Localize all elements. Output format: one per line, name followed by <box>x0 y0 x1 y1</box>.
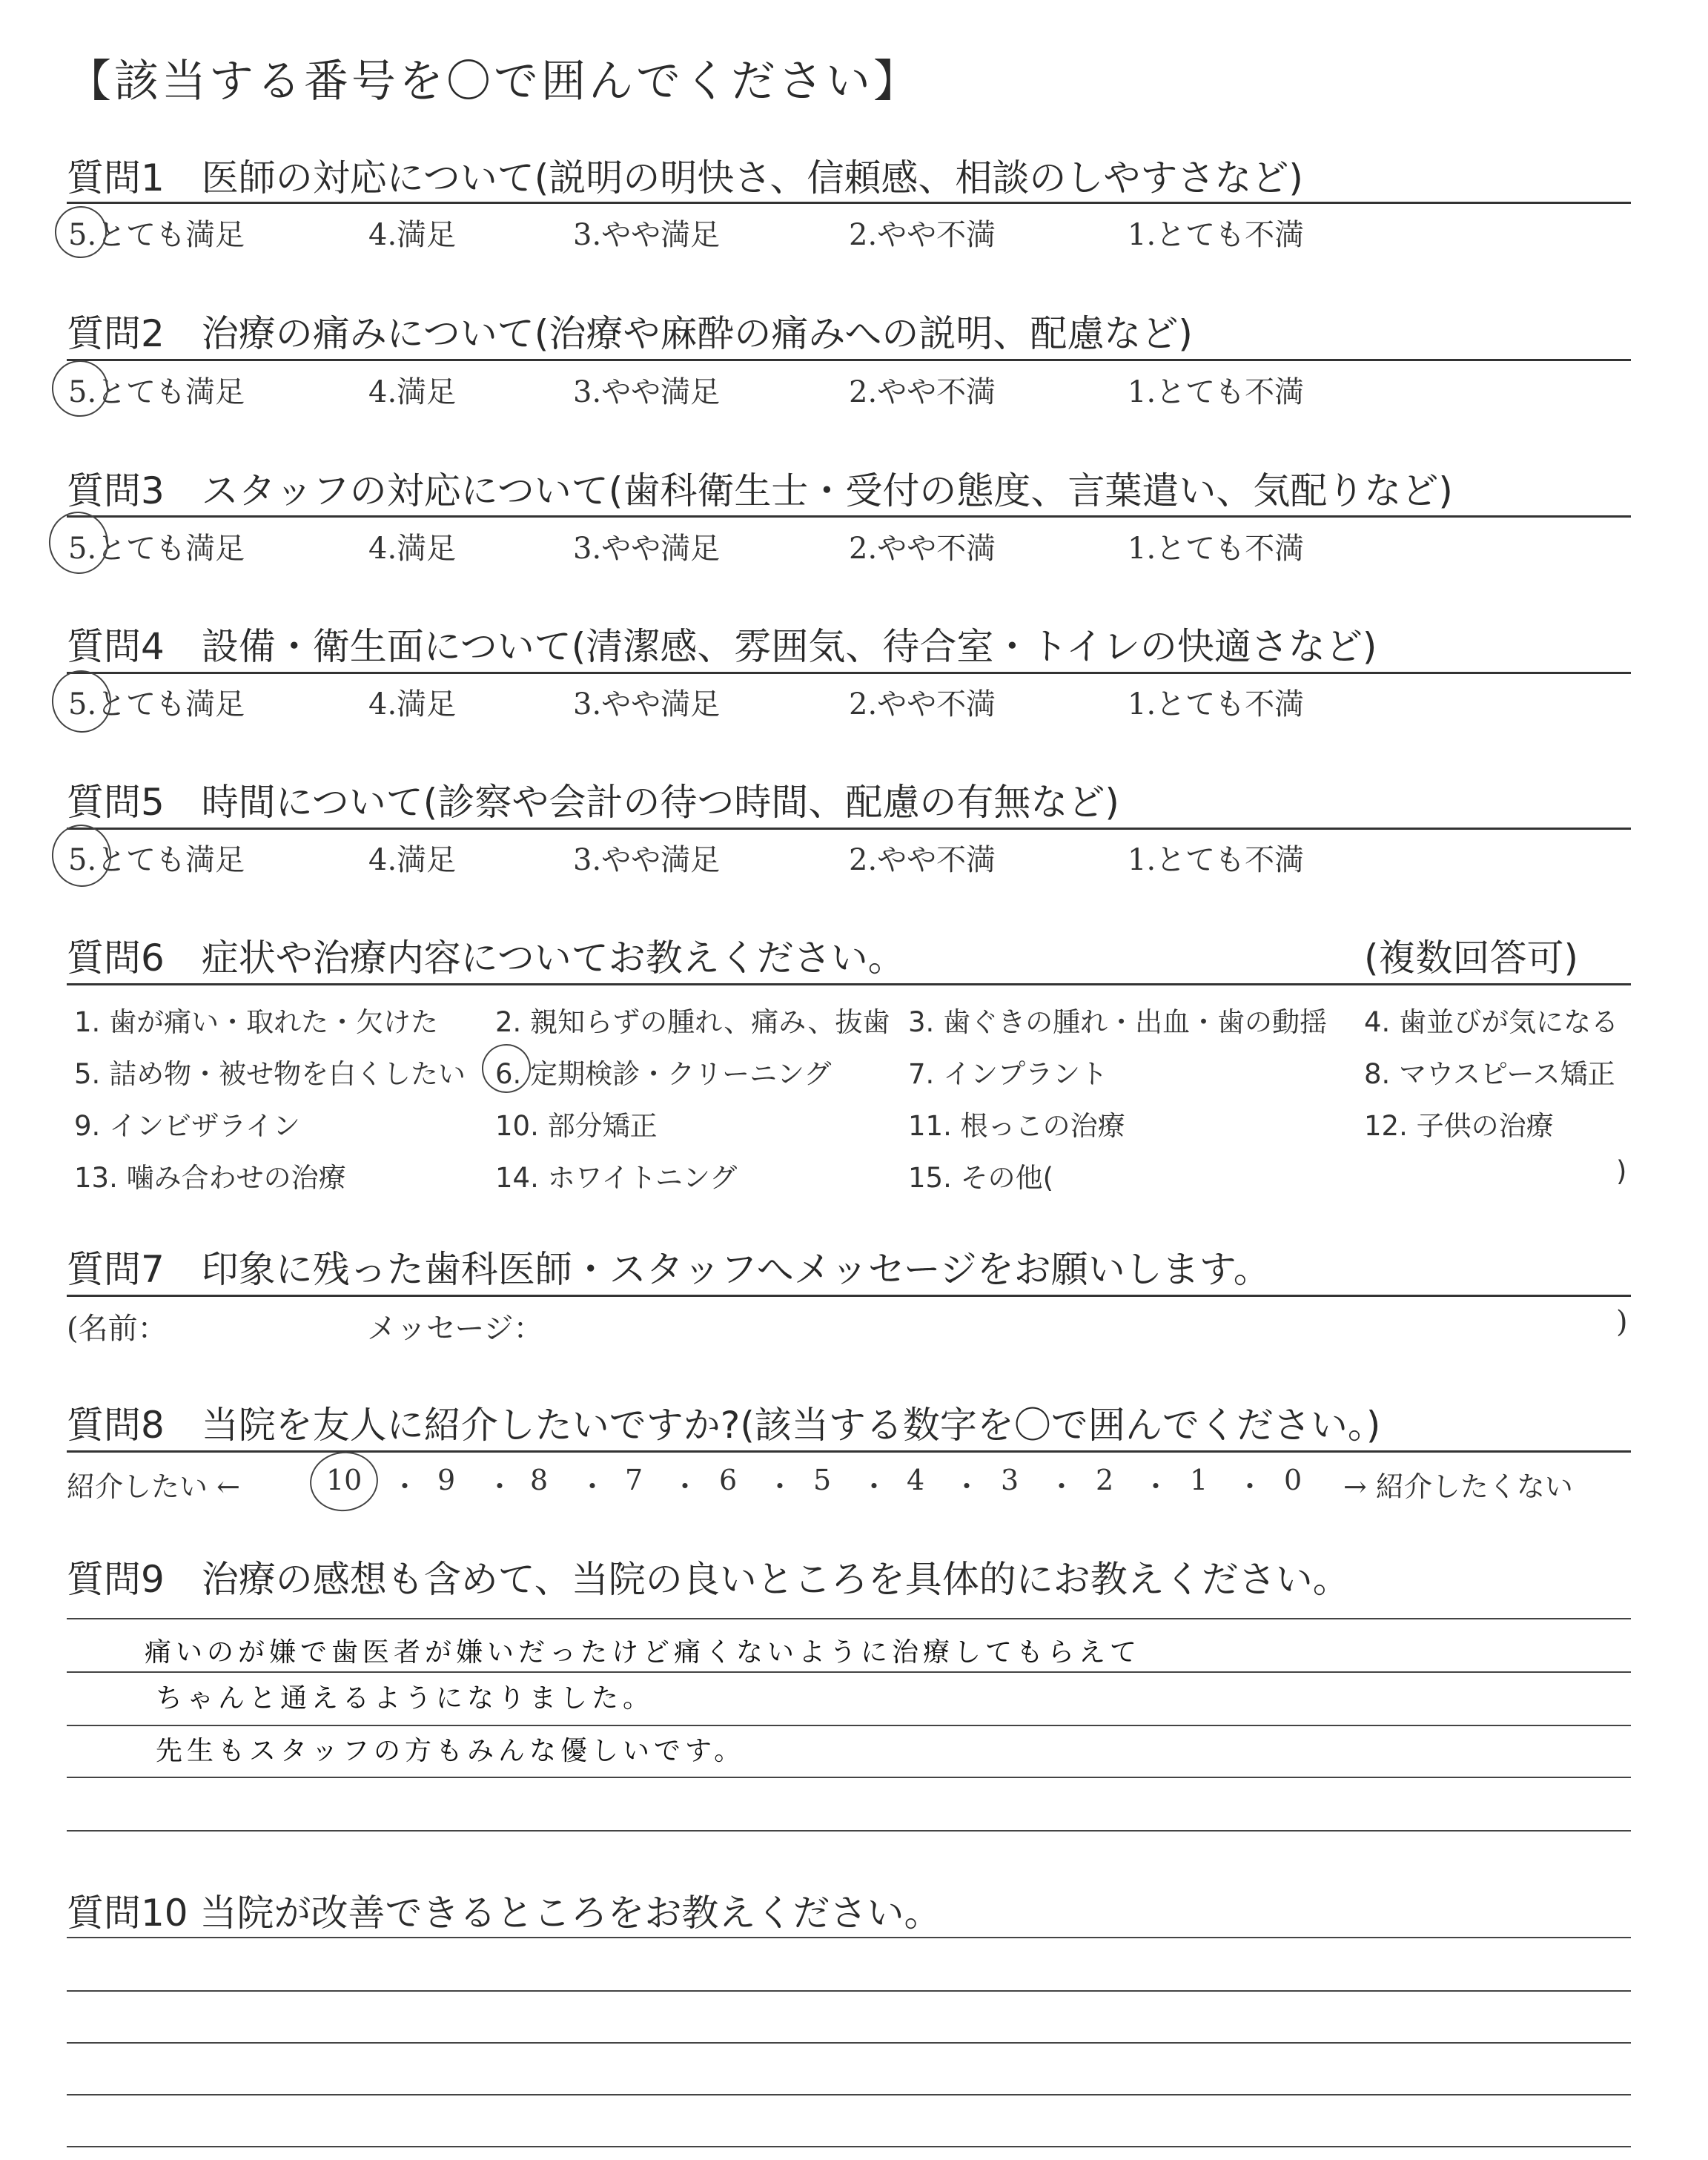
scale-sep: ・ <box>860 1470 889 1503</box>
option-2[interactable]: 2.やや不満 <box>849 375 996 409</box>
option-1[interactable]: 1.とても不満 <box>1128 843 1305 877</box>
option-3[interactable]: 3.やや満足 <box>573 532 721 566</box>
option-3[interactable]: 3.やや満足 <box>573 218 721 252</box>
option-5[interactable]: 5.とても満足 <box>68 843 245 877</box>
scale-sep: ・ <box>486 1470 514 1503</box>
answer-line <box>67 1777 1631 1778</box>
divider <box>67 983 1631 985</box>
option-2[interactable]: 2.やや不満 <box>849 843 996 877</box>
option-1[interactable]: 1.とても不満 <box>1128 532 1305 566</box>
scale-sep: ・ <box>671 1470 700 1503</box>
option-5[interactable]: 5.とても満足 <box>68 218 245 252</box>
scale-sep: ・ <box>1142 1470 1171 1503</box>
divider <box>67 828 1631 830</box>
page-header: 【該当する番号を〇で囲んでください】 <box>67 56 921 108</box>
scale-5[interactable]: 5 <box>813 1464 832 1496</box>
option-5[interactable]: 5.とても満足 <box>68 687 245 721</box>
question-6-title: 質問6 症状や治療内容についてお教えください。 <box>67 937 905 980</box>
question-9-title: 質問9 治療の感想も含めて、当院の良いところを具体的にお教えください。 <box>67 1558 1350 1601</box>
selected-circle <box>48 667 116 736</box>
handwritten-answer-line-3[interactable]: 先生もスタッフの方もみんな優しいです。 <box>156 1736 746 1766</box>
question-3-title: 質問3 スタッフの対応について(歯科衛生士・受付の態度、言葉遣い、気配りなど) <box>67 469 1453 512</box>
q6-option-7[interactable]: 7. インプラント <box>908 1058 1108 1090</box>
q6-other-close: ) <box>1616 1155 1627 1187</box>
selected-circle <box>48 357 112 420</box>
question-6-note: (複数回答可) <box>1364 937 1579 980</box>
q6-option-8[interactable]: 8. マウスピース矯正 <box>1364 1058 1615 1090</box>
option-1[interactable]: 1.とても不満 <box>1128 218 1305 252</box>
q6-option-4[interactable]: 4. 歯並びが気になる <box>1364 1006 1619 1038</box>
option-2[interactable]: 2.やや不満 <box>849 218 996 252</box>
option-1[interactable]: 1.とても不満 <box>1128 375 1305 409</box>
option-4[interactable]: 4.満足 <box>368 375 457 409</box>
divider <box>67 1450 1631 1453</box>
option-5[interactable]: 5.とても満足 <box>68 375 245 409</box>
option-3[interactable]: 3.やや満足 <box>573 843 721 877</box>
answer-line <box>67 1830 1631 1832</box>
handwritten-answer-line-2[interactable]: ちゃんと通えるようになりました。 <box>156 1683 655 1714</box>
option-4[interactable]: 4.満足 <box>368 687 457 721</box>
answer-line <box>67 2146 1631 2147</box>
scale-sep: ・ <box>953 1470 982 1503</box>
question-1-title: 質問1 医師の対応について(説明の明快さ、信頼感、相談のしやすさなど) <box>67 156 1303 199</box>
answer-line <box>67 1671 1631 1673</box>
scale-4[interactable]: 4 <box>907 1464 925 1496</box>
answer-line <box>67 2042 1631 2044</box>
divider <box>67 359 1631 361</box>
scale-1[interactable]: 1 <box>1190 1464 1208 1496</box>
q6-option-5[interactable]: 5. 詰め物・被せ物を白くしたい <box>74 1058 466 1090</box>
q6-option-12[interactable]: 12. 子供の治療 <box>1364 1110 1554 1142</box>
q6-option-10[interactable]: 10. 部分矯正 <box>495 1110 658 1142</box>
answer-line <box>67 1618 1631 1619</box>
q6-option-14[interactable]: 14. ホワイトニング <box>495 1162 738 1194</box>
q7-name-label[interactable]: (名前： <box>67 1312 168 1346</box>
option-4[interactable]: 4.満足 <box>368 532 457 566</box>
question-10-title: 質問10 当院が改善できるところをお教えください。 <box>67 1892 941 1935</box>
scale-right-label: → 紹介したくない <box>1343 1470 1573 1503</box>
question-2-title: 質問2 治療の痛みについて(治療や麻酔の痛みへの説明、配慮など) <box>67 312 1193 355</box>
answer-line <box>67 1990 1631 1992</box>
scale-10[interactable]: 10 <box>326 1464 363 1496</box>
q6-option-15[interactable]: 15. その他( <box>908 1162 1054 1194</box>
q6-option-3[interactable]: 3. 歯ぐきの腫れ・出血・歯の動揺 <box>908 1006 1328 1038</box>
q6-option-13[interactable]: 13. 噛み合わせの治療 <box>74 1162 346 1194</box>
scale-sep: ・ <box>1236 1470 1265 1503</box>
divider <box>67 672 1631 674</box>
scale-7[interactable]: 7 <box>625 1464 643 1496</box>
scale-8[interactable]: 8 <box>530 1464 549 1496</box>
scale-sep: ・ <box>766 1470 795 1503</box>
option-2[interactable]: 2.やや不満 <box>849 687 996 721</box>
scale-3[interactable]: 3 <box>1001 1464 1019 1496</box>
question-5-title: 質問5 時間について(診察や会計の待つ時間、配慮の有無など) <box>67 781 1119 824</box>
handwritten-answer-line-1[interactable]: 痛いのが嫌で歯医者が嫌いだったけど痛くないように治療してもらえて <box>145 1637 1142 1668</box>
divider <box>67 202 1631 204</box>
q7-message-label[interactable]: メッセージ： <box>367 1312 543 1346</box>
answer-line <box>67 1937 1631 1938</box>
option-3[interactable]: 3.やや満足 <box>573 687 721 721</box>
scale-6[interactable]: 6 <box>719 1464 738 1496</box>
question-8-title: 質問8 当院を友人に紹介したいですか?(該当する数字を〇で囲んでください。) <box>67 1404 1381 1447</box>
q6-option-9[interactable]: 9. インビザライン <box>74 1110 300 1142</box>
option-3[interactable]: 3.やや満足 <box>573 375 721 409</box>
q6-option-11[interactable]: 11. 根っこの治療 <box>908 1110 1125 1142</box>
answer-line <box>67 1725 1631 1726</box>
q6-option-2[interactable]: 2. 親知らずの腫れ、痛み、抜歯 <box>495 1006 890 1038</box>
divider <box>67 1295 1631 1297</box>
scale-sep: ・ <box>391 1470 420 1503</box>
q6-option-1[interactable]: 1. 歯が痛い・取れた・欠けた <box>74 1006 439 1038</box>
scale-2[interactable]: 2 <box>1096 1464 1114 1496</box>
selected-circle <box>48 821 116 891</box>
answer-line <box>67 2094 1631 2095</box>
scale-sep: ・ <box>1047 1470 1076 1503</box>
question-7-title: 質問7 印象に残った歯科医師・スタッフへメッセージをお願いします。 <box>67 1248 1271 1291</box>
selected-circle <box>306 1447 382 1516</box>
scale-0[interactable]: 0 <box>1284 1464 1302 1496</box>
option-4[interactable]: 4.満足 <box>368 843 457 877</box>
option-2[interactable]: 2.やや不満 <box>849 532 996 566</box>
option-5[interactable]: 5.とても満足 <box>68 532 245 566</box>
option-1[interactable]: 1.とても不満 <box>1128 687 1305 721</box>
scale-9[interactable]: 9 <box>437 1464 456 1496</box>
q6-option-6[interactable]: 6. 定期検診・クリーニング <box>495 1058 832 1090</box>
selected-circle <box>45 508 113 578</box>
divider <box>67 515 1631 518</box>
scale-sep: ・ <box>578 1470 607 1503</box>
question-4-title: 質問4 設備・衛生面について(清潔感、雰囲気、待合室・トイレの快適さなど) <box>67 625 1377 668</box>
scale-left-label: 紹介したい ← <box>67 1470 240 1503</box>
q7-close-paren: ) <box>1616 1305 1628 1339</box>
option-4[interactable]: 4.満足 <box>368 218 457 252</box>
